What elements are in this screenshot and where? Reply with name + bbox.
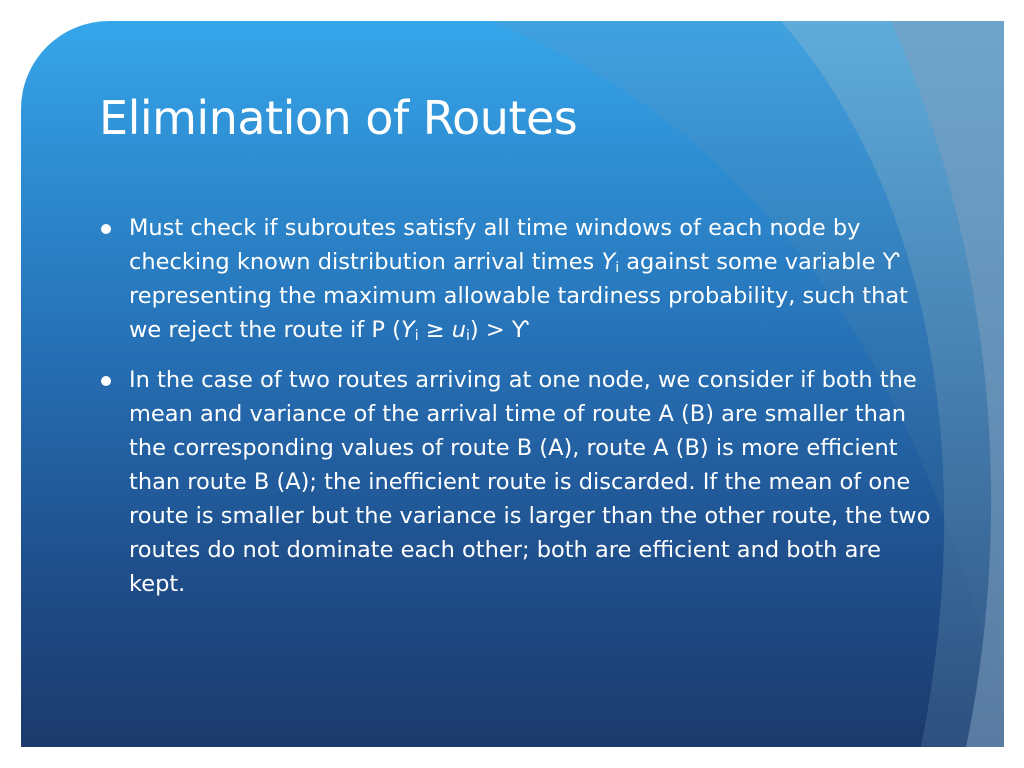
math-variable: Y	[601, 249, 616, 275]
math-subscript: i	[615, 260, 620, 276]
slide	[21, 21, 1004, 747]
bullet-list	[101, 211, 931, 617]
math-variable: Y	[400, 317, 415, 343]
math-variable: u	[451, 317, 467, 343]
bullet-icon	[101, 224, 111, 234]
slide-title: Elimination of Routes	[99, 91, 578, 145]
math-subscript: i	[466, 328, 470, 344]
math-subscript: i	[414, 328, 419, 344]
bullet-text-part: against some variable Ƴ representing the maximum allowable tardiness probability, such that we reject the route if P (	[129, 249, 908, 343]
bullet-item	[101, 363, 931, 601]
bullet-text-part: Must check if subroutes satisfy all time windows of each node by checking known distribution arrival times	[129, 215, 861, 275]
bullet-icon	[101, 376, 111, 386]
bullet-text: In the case of two routes arriving at one node, we consider if both the mean and variance of the arrival time of route A (B) are smaller than the corresponding values of route B (A), route A (B) is more efficient than route B (A); the inefficient route is discarded. If the mean of one route is smaller but the variance is larger than the other route, the two routes do not dominate each other; both are efficient and both are kept.	[129, 367, 931, 597]
bullet-item	[101, 211, 931, 347]
bullet-text-part: ) > Ƴ	[469, 317, 529, 343]
math-operator: ≥	[418, 317, 452, 343]
